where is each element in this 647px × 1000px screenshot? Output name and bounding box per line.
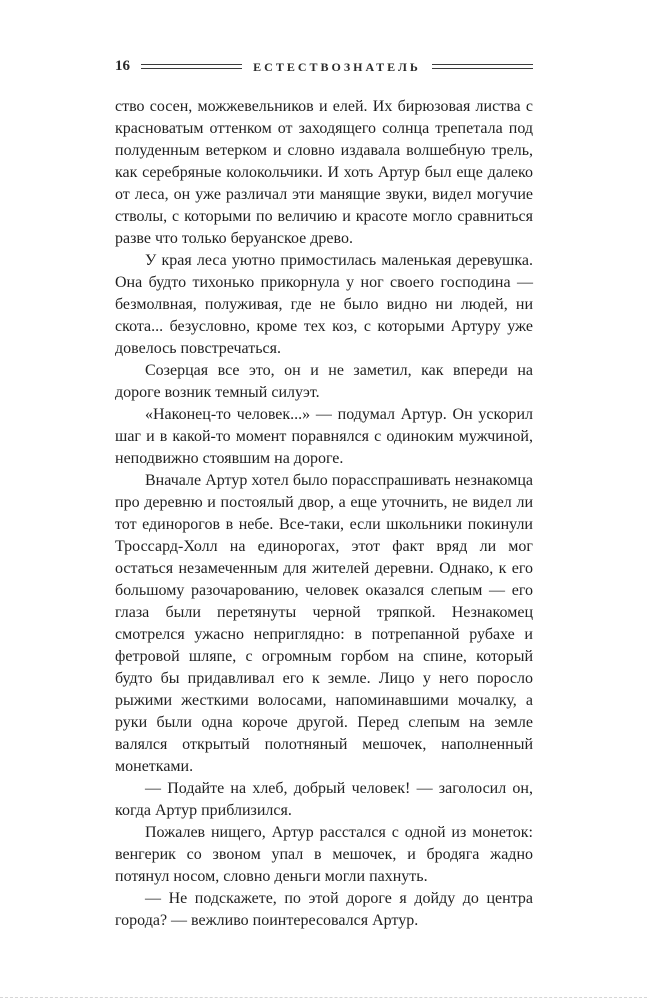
- paragraph: — Подайте на хлеб, добрый человек! — заголосил он, когда Артур приблизился.: [115, 780, 533, 819]
- paragraph: — Не подскажете, по этой дороге я дойду до центра города? — вежливо поинтересовался Артур.: [115, 890, 533, 929]
- paragraph: Вначале Артур хотел было порасспрашивать незнакомца про деревню и постоялый двор, а еще уточнить, не видел ли тот единорогов в небе. Все-таки, если школьники покинули Троссард-Холл на единорогах, этот факт вряд ли мог остаться незамеченным для жителей деревни. Однако, к его большому разочарованию, человек оказался слепым — его глаза были перетянуты черной тряпкой. Незнакомец смотрелся ужасно неприглядно: в потрепанной рубахе и фетровой шляпе, с огромным горбом на спине, который будто бы придавливал его к земле. Лицо у него поросло рыжими жесткими волосами, напоминавшими мочалку, а руки были одна короче другой. Перед слепым на земле валялся открытый полотняный мешочек, наполненный монетками.: [115, 472, 533, 775]
- running-title: ЕСТЕСТВОЗНАТЕЛЬ: [253, 59, 421, 74]
- paragraph: Пожалев нищего, Артур расстался с одной из монеток: венгерик со звоном упал в мешочек, и бродяга жадно потянул носом, словно деньги могли пахнуть.: [115, 824, 533, 885]
- page-bottom-edge: [0, 997, 647, 998]
- header-rule-left: [141, 64, 242, 69]
- header-rule-right: [432, 64, 533, 69]
- page-number: 16: [115, 58, 130, 74]
- text-body: [115, 96, 533, 932]
- paragraph: «Наконец-то человек...» — подумал Артур. Он ускорил шаг и в какой-то момент поравнялся с одиноким мужчиной, неподвижно стоявшим на дороге.: [115, 406, 533, 467]
- page-header: [115, 59, 533, 74]
- paragraph: ство сосен, можжевельников и елей. Их бирюзовая листва с красноватым оттенком от заходящего солнца трепетала под полуденным ветерком и словно издавала волшебную трель, как серебряные колокольчики. И хоть Артур был еще далеко от леса, он уже различал эти манящие звуки, видел могучие стволы, с которыми по величию и красоте могло сравниться разве что только беруанское древо.: [115, 98, 533, 247]
- paragraph: Созерцая все это, он и не заметил, как впереди на дороге возник темный силуэт.: [115, 362, 533, 401]
- paragraph: У края леса уютно примостилась маленькая деревушка. Она будто тихонько прикорнула у ног своего господина — безмолвная, полуживая, где не было видно ни людей, ни скота... безусловно, кроме тех коз, с которыми Артуру уже довелось повстречаться.: [115, 252, 533, 357]
